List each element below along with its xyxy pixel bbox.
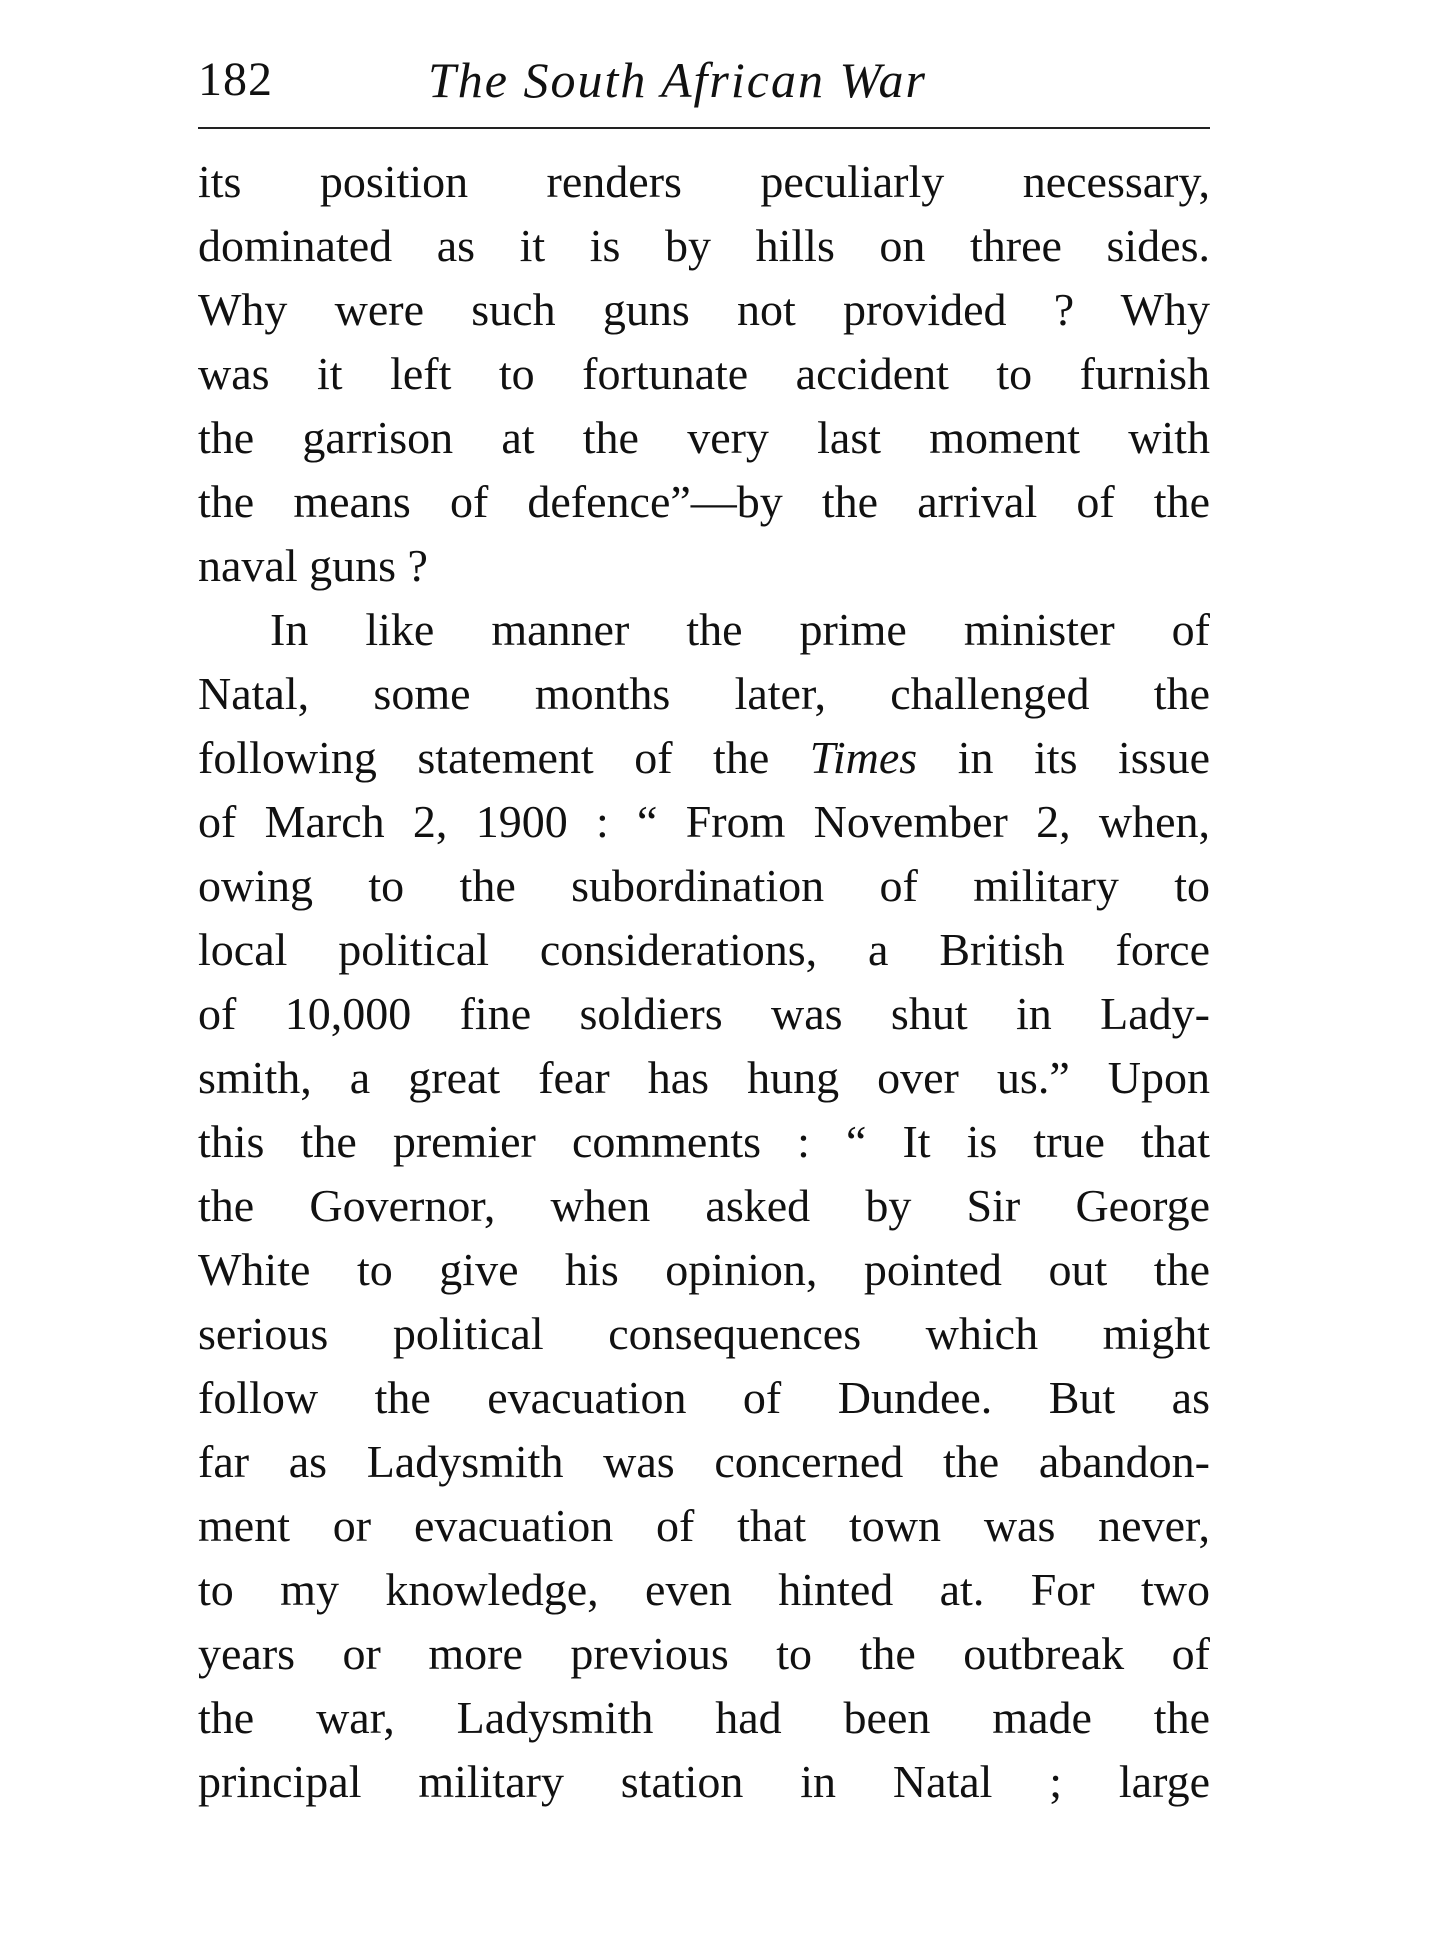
text-line: smith, a great fear has hung over us.” Upon bbox=[198, 1052, 1210, 1103]
text-line: Why were such guns not provided ? Why bbox=[198, 284, 1210, 335]
text-line: local political considerations, a British force bbox=[198, 924, 1210, 975]
text-line: dominated as it is by hills on three sides. bbox=[198, 220, 1210, 271]
text-line: far as Ladysmith was concerned the abandon- bbox=[198, 1436, 1210, 1487]
text-line: owing to the subordination of military to bbox=[198, 860, 1210, 911]
text-line: years or more previous to the outbreak of bbox=[198, 1628, 1210, 1679]
text-line: of 10,000 fine soldiers was shut in Lady- bbox=[198, 988, 1210, 1039]
text-line: was it left to fortunate accident to furnish bbox=[198, 348, 1210, 399]
paragraph-2 bbox=[198, 598, 1210, 1814]
text-line: the means of defence”—by the arrival of the bbox=[198, 476, 1210, 527]
text-line: follow the evacuation of Dundee. But as bbox=[198, 1372, 1210, 1423]
text-segment: in its issue bbox=[917, 732, 1211, 783]
text-line: naval guns ? bbox=[198, 540, 428, 591]
text-segment: following statement of the bbox=[198, 732, 810, 783]
text-line: to my knowledge, even hinted at. For two bbox=[198, 1564, 1210, 1615]
text-line: its position renders peculiarly necessary, bbox=[198, 156, 1210, 207]
text-line: In like manner the prime minister of bbox=[270, 604, 1210, 655]
body-text bbox=[198, 150, 1210, 1814]
text-line: Natal, some months later, challenged the bbox=[198, 668, 1210, 719]
page-number: 182 bbox=[198, 53, 273, 106]
paragraph-1 bbox=[198, 150, 1210, 598]
text-line: the war, Ladysmith had been made the bbox=[198, 1692, 1210, 1743]
text-line: principal military station in Natal ; large bbox=[198, 1756, 1210, 1807]
text-line: of March 2, 1900 : “ From November 2, when, bbox=[198, 796, 1210, 847]
header-rule bbox=[198, 127, 1210, 129]
running-title: The South African War bbox=[428, 52, 927, 108]
text-line: White to give his opinion, pointed out the bbox=[198, 1244, 1210, 1295]
page-header bbox=[198, 50, 1208, 110]
text-line: the garrison at the very last moment with bbox=[198, 412, 1210, 463]
text-line: ment or evacuation of that town was never, bbox=[198, 1500, 1210, 1551]
text-line: serious political consequences which might bbox=[198, 1308, 1210, 1359]
text-line: the Governor, when asked by Sir George bbox=[198, 1180, 1210, 1231]
text-line bbox=[198, 726, 1210, 790]
text-line: this the premier comments : “ It is true that bbox=[198, 1116, 1210, 1167]
newspaper-title: Times bbox=[809, 732, 918, 783]
